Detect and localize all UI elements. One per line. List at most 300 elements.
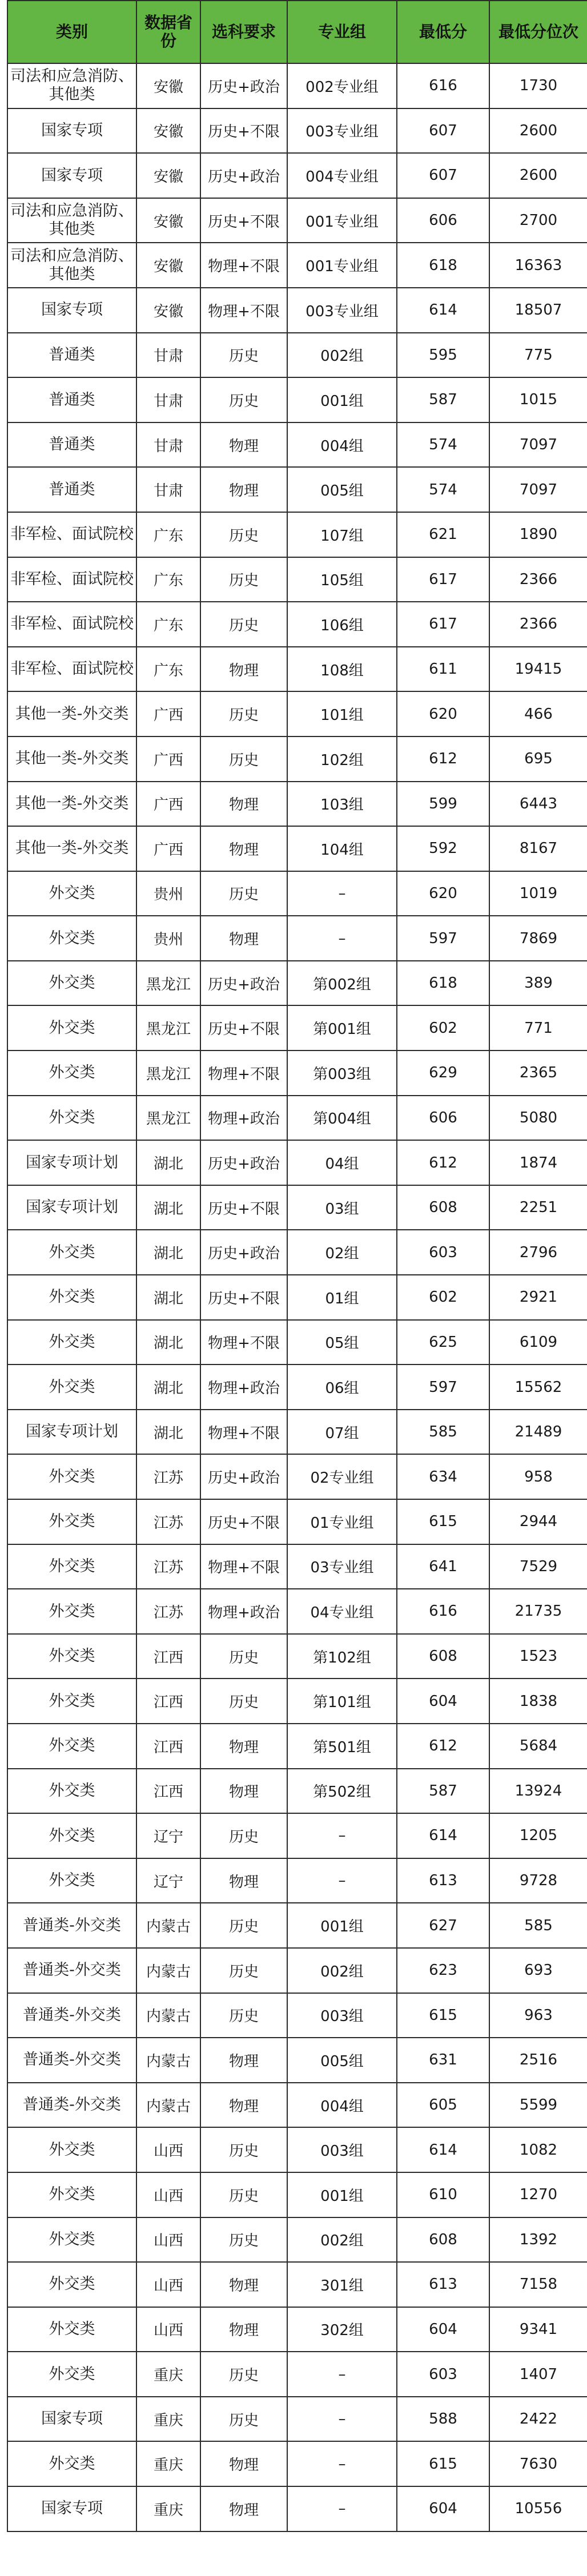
table-row (7, 198, 587, 243)
cell-min-rank: 389 (489, 961, 587, 1006)
cell-subject-requirement: 历史 (200, 1679, 287, 1724)
cell-province: 安徽 (136, 153, 200, 198)
cell-subject-requirement: 历史 (200, 377, 287, 422)
cell-province: 湖北 (136, 1410, 200, 1455)
header-subject-requirement: 选科要求 (200, 1, 287, 63)
cell-province: 湖北 (136, 1320, 200, 1365)
cell-subject-requirement: 物理+政治 (200, 1589, 287, 1634)
cell-category: 外交类 (7, 871, 136, 916)
cell-min-score: 608 (397, 1185, 489, 1230)
cell-min-rank: 1082 (489, 2127, 587, 2172)
cell-min-rank: 1270 (489, 2172, 587, 2217)
table-row (7, 422, 587, 468)
header-min-rank: 最低分位次 (489, 1, 587, 63)
table-row (7, 2083, 587, 2128)
cell-min-rank: 2944 (489, 1499, 587, 1544)
cell-min-score: 587 (397, 377, 489, 422)
cell-min-score: 602 (397, 1275, 489, 1320)
table-row (7, 1679, 587, 1724)
cell-category: 普通类-外交类 (7, 2083, 136, 2128)
table-row (7, 961, 587, 1006)
cell-min-rank: 9728 (489, 1858, 587, 1903)
cell-category: 普通类-外交类 (7, 1903, 136, 1948)
table-row (7, 1140, 587, 1185)
cell-province: 甘肃 (136, 422, 200, 468)
cell-province: 山西 (136, 2307, 200, 2352)
cell-category: 普通类 (7, 333, 136, 378)
table-row (7, 467, 587, 512)
cell-min-rank: 2422 (489, 2397, 587, 2442)
cell-subject-requirement: 物理 (200, 1769, 287, 1814)
table-row (7, 243, 587, 288)
cell-min-score: 605 (397, 2083, 489, 2128)
cell-category: 外交类 (7, 1769, 136, 1814)
cell-min-rank: 1730 (489, 63, 587, 108)
cell-subject-requirement: 物理+政治 (200, 1096, 287, 1141)
cell-major-group: – (287, 1813, 397, 1858)
table-row (7, 2038, 587, 2083)
cell-min-rank: 1523 (489, 1634, 587, 1679)
cell-category: 司法和应急消防、其他类 (7, 243, 136, 288)
cell-subject-requirement: 历史 (200, 1948, 287, 1993)
cell-province: 黑龙江 (136, 1096, 200, 1141)
table-row (7, 1230, 587, 1275)
cell-category: 外交类 (7, 1275, 136, 1320)
cell-subject-requirement: 物理 (200, 647, 287, 692)
cell-min-rank: 1890 (489, 512, 587, 557)
cell-province: 广东 (136, 557, 200, 602)
cell-min-rank: 7630 (489, 2441, 587, 2486)
cell-category: 外交类 (7, 1320, 136, 1365)
header-category: 类别 (7, 1, 136, 63)
cell-subject-requirement: 物理 (200, 2262, 287, 2307)
cell-subject-requirement: 历史+政治 (200, 1140, 287, 1185)
cell-subject-requirement: 历史 (200, 1993, 287, 2038)
cell-min-score: 615 (397, 2441, 489, 2486)
cell-province: 山西 (136, 2217, 200, 2263)
cell-major-group: 06组 (287, 1365, 397, 1410)
cell-major-group: 302组 (287, 2307, 397, 2352)
cell-min-rank: 5684 (489, 1724, 587, 1769)
table-row (7, 1005, 587, 1050)
cell-min-rank: 7097 (489, 467, 587, 512)
cell-min-score: 613 (397, 2262, 489, 2307)
cell-category: 外交类 (7, 2172, 136, 2217)
table-row (7, 2352, 587, 2397)
table-body (7, 63, 587, 2531)
cell-province: 辽宁 (136, 1858, 200, 1903)
cell-min-score: 627 (397, 1903, 489, 1948)
cell-subject-requirement: 物理 (200, 2038, 287, 2083)
cell-province: 湖北 (136, 1230, 200, 1275)
cell-min-score: 616 (397, 63, 489, 108)
cell-major-group: 002专业组 (287, 63, 397, 108)
cell-major-group: 01专业组 (287, 1499, 397, 1544)
cell-province: 湖北 (136, 1140, 200, 1185)
cell-subject-requirement: 物理+不限 (200, 1410, 287, 1455)
cell-major-group: 02组 (287, 1230, 397, 1275)
cell-category: 外交类 (7, 1365, 136, 1410)
cell-min-score: 617 (397, 557, 489, 602)
cell-major-group: 002组 (287, 1948, 397, 1993)
cell-province: 广西 (136, 782, 200, 827)
table-row (7, 1320, 587, 1365)
header-row (7, 1, 587, 63)
cell-major-group: – (287, 2397, 397, 2442)
cell-min-rank: 8167 (489, 826, 587, 871)
cell-category: 国家专项 (7, 2397, 136, 2442)
table-row (7, 1993, 587, 2038)
cell-min-score: 574 (397, 422, 489, 468)
header-major-group: 专业组 (287, 1, 397, 63)
cell-subject-requirement: 历史 (200, 1813, 287, 1858)
cell-subject-requirement: 历史 (200, 512, 287, 557)
cell-subject-requirement: 物理+不限 (200, 1544, 287, 1589)
cell-major-group: 003专业组 (287, 108, 397, 154)
cell-major-group: 004组 (287, 2083, 397, 2128)
table-row (7, 1544, 587, 1589)
cell-major-group: 04专业组 (287, 1589, 397, 1634)
cell-major-group: 001专业组 (287, 243, 397, 288)
cell-min-score: 604 (397, 2486, 489, 2531)
cell-min-rank: 695 (489, 736, 587, 782)
cell-subject-requirement: 历史+不限 (200, 1275, 287, 1320)
cell-min-rank: 2600 (489, 153, 587, 198)
cell-major-group: 003组 (287, 2127, 397, 2172)
cell-min-rank: 1392 (489, 2217, 587, 2263)
table-row (7, 1724, 587, 1769)
table-row (7, 916, 587, 961)
cell-category: 非军检、面试院校 (7, 647, 136, 692)
table-row (7, 1858, 587, 1903)
cell-subject-requirement: 历史 (200, 2352, 287, 2397)
cell-min-rank: 13924 (489, 1769, 587, 1814)
cell-min-score: 625 (397, 1320, 489, 1365)
cell-min-score: 623 (397, 1948, 489, 1993)
cell-province: 江苏 (136, 1544, 200, 1589)
table-row (7, 2307, 587, 2352)
cell-category: 外交类 (7, 2307, 136, 2352)
cell-category: 其他一类-外交类 (7, 736, 136, 782)
cell-min-rank: 5080 (489, 1096, 587, 1141)
cell-major-group: 003专业组 (287, 288, 397, 333)
cell-province: 黑龙江 (136, 1050, 200, 1096)
cell-min-score: 595 (397, 333, 489, 378)
cell-min-score: 614 (397, 2127, 489, 2172)
cell-province: 江苏 (136, 1454, 200, 1499)
cell-province: 江苏 (136, 1499, 200, 1544)
cell-min-score: 608 (397, 2217, 489, 2263)
cell-category: 外交类 (7, 1096, 136, 1141)
cell-min-rank: 15562 (489, 1365, 587, 1410)
cell-category: 国家专项计划 (7, 1410, 136, 1455)
cell-min-score: 613 (397, 1858, 489, 1903)
cell-min-rank: 1205 (489, 1813, 587, 1858)
cell-province: 重庆 (136, 2441, 200, 2486)
cell-min-rank: 6109 (489, 1320, 587, 1365)
cell-min-rank: 771 (489, 1005, 587, 1050)
cell-min-rank: 1874 (489, 1140, 587, 1185)
cell-category: 国家专项计划 (7, 1185, 136, 1230)
cell-subject-requirement: 物理+不限 (200, 1050, 287, 1096)
cell-category: 外交类 (7, 1454, 136, 1499)
cell-category: 普通类 (7, 377, 136, 422)
cell-category: 外交类 (7, 1499, 136, 1544)
cell-major-group: 002组 (287, 333, 397, 378)
cell-subject-requirement: 物理 (200, 1724, 287, 1769)
cell-province: 安徽 (136, 243, 200, 288)
cell-major-group: 001组 (287, 2172, 397, 2217)
cell-min-rank: 775 (489, 333, 587, 378)
cell-min-score: 629 (397, 1050, 489, 1096)
table-row (7, 1410, 587, 1455)
cell-category: 外交类 (7, 2262, 136, 2307)
cell-province: 江苏 (136, 1589, 200, 1634)
table-row (7, 2172, 587, 2217)
cell-subject-requirement: 物理 (200, 782, 287, 827)
cell-category: 非军检、面试院校 (7, 602, 136, 647)
cell-subject-requirement: 历史+政治 (200, 63, 287, 108)
cell-major-group: 105组 (287, 557, 397, 602)
cell-min-rank: 963 (489, 1993, 587, 2038)
cell-subject-requirement: 物理 (200, 2441, 287, 2486)
cell-min-score: 620 (397, 871, 489, 916)
cell-province: 内蒙古 (136, 2038, 200, 2083)
cell-min-score: 603 (397, 1230, 489, 1275)
cell-category: 外交类 (7, 1634, 136, 1679)
cell-category: 国家专项 (7, 153, 136, 198)
cell-subject-requirement: 历史+政治 (200, 1230, 287, 1275)
cell-min-score: 618 (397, 961, 489, 1006)
cell-major-group: 107组 (287, 512, 397, 557)
cell-major-group: 004组 (287, 422, 397, 468)
cell-category: 其他一类-外交类 (7, 782, 136, 827)
table-row (7, 1454, 587, 1499)
cell-major-group: – (287, 2441, 397, 2486)
cell-min-rank: 9341 (489, 2307, 587, 2352)
cell-min-rank: 2700 (489, 198, 587, 243)
cell-subject-requirement: 物理+不限 (200, 1320, 287, 1365)
cell-province: 湖北 (136, 1365, 200, 1410)
cell-min-rank: 7097 (489, 422, 587, 468)
cell-category: 外交类 (7, 1005, 136, 1050)
cell-major-group: 001专业组 (287, 198, 397, 243)
cell-major-group: 103组 (287, 782, 397, 827)
table-row (7, 602, 587, 647)
cell-subject-requirement: 历史 (200, 333, 287, 378)
cell-min-score: 606 (397, 1096, 489, 1141)
cell-min-score: 604 (397, 1679, 489, 1724)
cell-min-score: 641 (397, 1544, 489, 1589)
cell-major-group: 301组 (287, 2262, 397, 2307)
cell-min-rank: 6443 (489, 782, 587, 827)
cell-min-rank: 2251 (489, 1185, 587, 1230)
cell-min-rank: 10556 (489, 2486, 587, 2531)
cell-major-group: 01组 (287, 1275, 397, 1320)
cell-subject-requirement: 物理 (200, 916, 287, 961)
cell-major-group: 第001组 (287, 1005, 397, 1050)
cell-subject-requirement: 物理 (200, 422, 287, 468)
cell-major-group: 104组 (287, 826, 397, 871)
cell-province: 安徽 (136, 108, 200, 154)
cell-min-score: 604 (397, 2307, 489, 2352)
cell-min-rank: 1015 (489, 377, 587, 422)
cell-province: 江西 (136, 1769, 200, 1814)
cell-min-score: 617 (397, 602, 489, 647)
cell-min-rank: 18507 (489, 288, 587, 333)
cell-subject-requirement: 物理+政治 (200, 1365, 287, 1410)
table-row (7, 1634, 587, 1679)
cell-min-rank: 7869 (489, 916, 587, 961)
cell-min-rank: 1019 (489, 871, 587, 916)
header-min-score: 最低分 (397, 1, 489, 63)
cell-major-group: 102组 (287, 736, 397, 782)
cell-subject-requirement: 历史 (200, 557, 287, 602)
cell-major-group: 第501组 (287, 1724, 397, 1769)
cell-province: 甘肃 (136, 377, 200, 422)
table-row (7, 1903, 587, 1948)
cell-subject-requirement: 历史+不限 (200, 198, 287, 243)
cell-category: 普通类 (7, 422, 136, 468)
cell-province: 广西 (136, 826, 200, 871)
cell-province: 广西 (136, 691, 200, 736)
table-row (7, 1050, 587, 1096)
cell-category: 非军检、面试院校 (7, 557, 136, 602)
cell-min-rank: 1407 (489, 2352, 587, 2397)
cell-province: 广西 (136, 736, 200, 782)
table-row (7, 1365, 587, 1410)
table-header (7, 1, 587, 63)
cell-category: 外交类 (7, 961, 136, 1006)
cell-min-score: 620 (397, 691, 489, 736)
cell-min-score: 607 (397, 153, 489, 198)
cell-min-score: 614 (397, 1813, 489, 1858)
cell-subject-requirement: 历史 (200, 871, 287, 916)
cell-min-rank: 2366 (489, 557, 587, 602)
cell-min-rank: 585 (489, 1903, 587, 1948)
cell-category: 非军检、面试院校 (7, 512, 136, 557)
cell-province: 安徽 (136, 288, 200, 333)
cell-min-rank: 21735 (489, 1589, 587, 1634)
table-row (7, 2397, 587, 2442)
cell-major-group: 第502组 (287, 1769, 397, 1814)
table-row (7, 1185, 587, 1230)
cell-category: 普通类 (7, 467, 136, 512)
table-row (7, 1769, 587, 1814)
cell-category: 外交类 (7, 2127, 136, 2172)
cell-category: 外交类 (7, 1813, 136, 1858)
admission-score-table (7, 0, 587, 2532)
cell-min-rank: 16363 (489, 243, 587, 288)
table-row (7, 1589, 587, 1634)
cell-major-group: 001组 (287, 377, 397, 422)
cell-min-score: 599 (397, 782, 489, 827)
cell-province: 贵州 (136, 871, 200, 916)
cell-major-group: 101组 (287, 691, 397, 736)
cell-major-group: 第004组 (287, 1096, 397, 1141)
cell-min-rank: 7529 (489, 1544, 587, 1589)
cell-min-score: 607 (397, 108, 489, 154)
cell-category: 其他一类-外交类 (7, 691, 136, 736)
cell-province: 甘肃 (136, 467, 200, 512)
cell-major-group: 03组 (287, 1185, 397, 1230)
table-row (7, 512, 587, 557)
cell-subject-requirement: 历史 (200, 1903, 287, 1948)
cell-min-rank: 2366 (489, 602, 587, 647)
cell-category: 国家专项计划 (7, 1140, 136, 1185)
cell-min-rank: 2796 (489, 1230, 587, 1275)
cell-category: 国家专项 (7, 288, 136, 333)
cell-category: 国家专项 (7, 108, 136, 154)
cell-province: 内蒙古 (136, 1948, 200, 1993)
cell-subject-requirement: 历史 (200, 736, 287, 782)
cell-min-score: 610 (397, 2172, 489, 2217)
cell-category: 外交类 (7, 1724, 136, 1769)
cell-min-score: 612 (397, 736, 489, 782)
cell-category: 外交类 (7, 1679, 136, 1724)
cell-min-rank: 7158 (489, 2262, 587, 2307)
cell-min-rank: 2516 (489, 2038, 587, 2083)
cell-subject-requirement: 历史 (200, 2127, 287, 2172)
cell-major-group: 04组 (287, 1140, 397, 1185)
cell-min-rank: 19415 (489, 647, 587, 692)
cell-major-group: 002组 (287, 2217, 397, 2263)
table-row (7, 288, 587, 333)
cell-min-score: 602 (397, 1005, 489, 1050)
cell-subject-requirement: 历史+不限 (200, 108, 287, 154)
cell-major-group: 第101组 (287, 1679, 397, 1724)
cell-subject-requirement: 历史 (200, 602, 287, 647)
cell-category: 外交类 (7, 1589, 136, 1634)
cell-major-group: – (287, 2352, 397, 2397)
table-row (7, 2127, 587, 2172)
cell-subject-requirement: 历史+不限 (200, 1499, 287, 1544)
cell-province: 内蒙古 (136, 1903, 200, 1948)
cell-min-score: 634 (397, 1454, 489, 1499)
cell-category: 外交类 (7, 2441, 136, 2486)
cell-province: 黑龙江 (136, 961, 200, 1006)
cell-min-score: 616 (397, 1589, 489, 1634)
table-row (7, 557, 587, 602)
cell-province: 江西 (136, 1724, 200, 1769)
table-row (7, 2486, 587, 2531)
cell-min-score: 611 (397, 647, 489, 692)
table-row (7, 63, 587, 108)
cell-subject-requirement: 物理 (200, 1858, 287, 1903)
cell-province: 湖北 (136, 1275, 200, 1320)
cell-subject-requirement: 历史+政治 (200, 961, 287, 1006)
cell-province: 江西 (136, 1634, 200, 1679)
table-row (7, 2262, 587, 2307)
cell-subject-requirement: 物理 (200, 2486, 287, 2531)
cell-province: 重庆 (136, 2352, 200, 2397)
cell-min-rank: 21489 (489, 1410, 587, 1455)
cell-major-group: 004专业组 (287, 153, 397, 198)
cell-province: 江西 (136, 1679, 200, 1724)
cell-category: 司法和应急消防、其他类 (7, 198, 136, 243)
cell-province: 黑龙江 (136, 1005, 200, 1050)
cell-min-score: 631 (397, 2038, 489, 2083)
cell-category: 外交类 (7, 2217, 136, 2263)
cell-major-group: 106组 (287, 602, 397, 647)
cell-major-group: – (287, 916, 397, 961)
cell-province: 山西 (136, 2172, 200, 2217)
cell-subject-requirement: 历史+政治 (200, 153, 287, 198)
cell-subject-requirement: 历史+不限 (200, 1005, 287, 1050)
cell-min-score: 597 (397, 1365, 489, 1410)
table-row (7, 1096, 587, 1141)
cell-min-score: 621 (397, 512, 489, 557)
